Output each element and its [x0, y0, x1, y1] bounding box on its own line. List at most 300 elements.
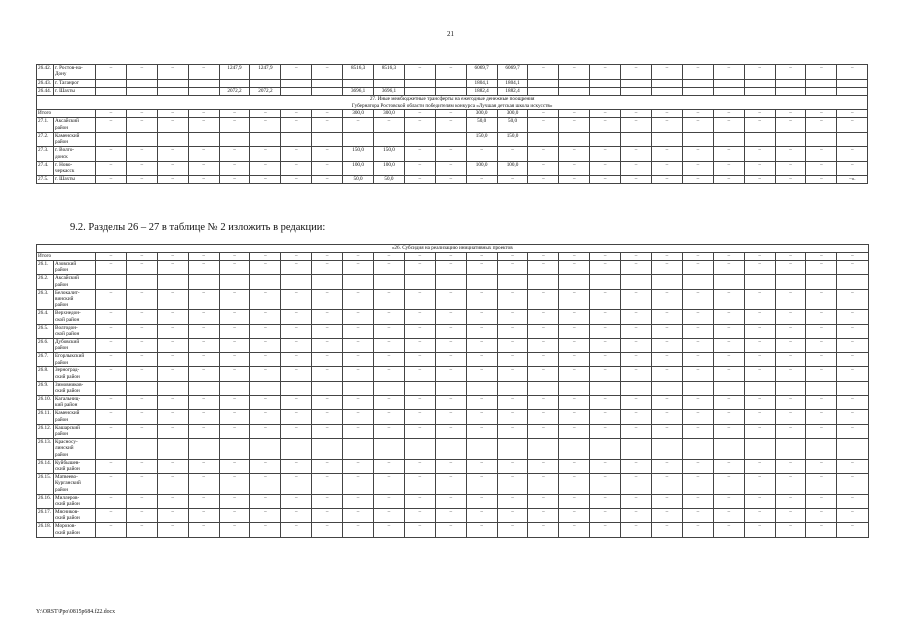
table-cell: – [806, 110, 837, 118]
table-cell: – [652, 161, 683, 176]
table-cell: – [157, 494, 188, 508]
table-row [37, 353, 869, 367]
table-cell: – [806, 523, 837, 537]
row-name: Морозов- ский район [54, 523, 96, 537]
table-cell: 6069,7 [466, 65, 497, 80]
table-cell [528, 275, 559, 289]
table-cell: – [528, 310, 559, 324]
table-cell [250, 80, 281, 88]
table-cell: – [404, 324, 435, 338]
table-cell: – [281, 523, 312, 537]
row-number: 26.15. [37, 473, 54, 494]
table-cell: – [312, 494, 343, 508]
table-cell: – [250, 459, 281, 473]
table-cell [157, 438, 188, 459]
row-name: Каменский район [54, 410, 96, 424]
table-cell: – [219, 353, 250, 367]
table-cell: – [528, 161, 559, 176]
table-cell: – [590, 118, 621, 133]
row-name: г. Ростов-на- Дону [54, 65, 96, 80]
table-cell [590, 132, 621, 147]
table-cell: – [744, 338, 775, 352]
table-cell: – [559, 459, 590, 473]
table-cell: – [343, 118, 374, 133]
table-cell: 300,0 [374, 110, 405, 118]
row-number: 26.14. [37, 459, 54, 473]
table-cell: – [312, 253, 343, 261]
table-cell [528, 438, 559, 459]
table-cell: – [744, 324, 775, 338]
table-cell: – [126, 161, 157, 176]
table-cell [250, 132, 281, 147]
table-cell [435, 80, 466, 88]
row-number: 27.4. [37, 161, 54, 176]
table-cell: – [497, 410, 528, 424]
table-cell [250, 275, 281, 289]
table-cell: – [312, 147, 343, 162]
table-cell [837, 80, 868, 88]
table-cell: – [343, 410, 374, 424]
table-cell: – [466, 338, 497, 352]
table-cell [404, 438, 435, 459]
table-cell: – [744, 353, 775, 367]
table-cell: – [250, 147, 281, 162]
row-number: 26.2. [37, 275, 54, 289]
budget-table-top [36, 64, 868, 184]
row-name: Егорлыкский район [54, 353, 96, 367]
row-number: 27.3. [37, 147, 54, 162]
table-cell: – [590, 176, 621, 184]
table-row [37, 289, 869, 310]
table-cell: – [126, 473, 157, 494]
row-number: 26.16. [37, 494, 54, 508]
table-cell: – [837, 367, 868, 381]
row-name: Верхнедон- ской район [54, 310, 96, 324]
table-cell: – [219, 424, 250, 438]
table-cell: – [312, 65, 343, 80]
table-cell: – [806, 494, 837, 508]
table-cell [713, 132, 744, 147]
table-cell [621, 438, 652, 459]
table-cell: 6069,7 [497, 65, 528, 80]
table-cell: – [219, 508, 250, 522]
table-cell: – [775, 410, 806, 424]
table-cell: – [682, 494, 713, 508]
table-cell: – [219, 338, 250, 352]
table-cell: – [775, 110, 806, 118]
row-number: 26.9. [37, 381, 54, 395]
table-cell: – [837, 253, 868, 261]
table-cell: 1804,1 [466, 80, 497, 88]
table-row [37, 410, 869, 424]
table-cell: – [806, 424, 837, 438]
table-cell: – [250, 424, 281, 438]
table-cell: 100,0 [466, 161, 497, 176]
row-name: Мясников- ский район [54, 508, 96, 522]
table-cell: – [188, 253, 219, 261]
table-cell: – [837, 118, 868, 133]
row-number: 26.1. [37, 261, 54, 275]
table-cell: – [528, 508, 559, 522]
table-cell: – [621, 473, 652, 494]
table-cell: – [652, 494, 683, 508]
table-cell: – [219, 410, 250, 424]
table-cell: 100,0 [497, 161, 528, 176]
table-cell: – [528, 424, 559, 438]
row-name: Каменский район [54, 132, 96, 147]
table-cell: – [96, 459, 127, 473]
table-cell: – [343, 338, 374, 352]
table-cell: – [435, 353, 466, 367]
table-cell [652, 438, 683, 459]
table-cell: 300,0 [497, 110, 528, 118]
table-cell [466, 438, 497, 459]
table-cell: – [806, 118, 837, 133]
table-cell: – [312, 459, 343, 473]
table-cell: 2072,2 [250, 88, 281, 96]
table-cell: – [281, 253, 312, 261]
table-cell: – [126, 110, 157, 118]
table-cell [188, 132, 219, 147]
table-cell [219, 275, 250, 289]
table-cell: – [682, 410, 713, 424]
table-cell: – [559, 508, 590, 522]
table-row [37, 65, 868, 80]
table-cell: – [374, 473, 405, 494]
row-name: Зерноград- ский район [54, 367, 96, 381]
row-name: г. Ново- черкасск [54, 161, 96, 176]
table-cell: – [281, 338, 312, 352]
table-cell: – [466, 289, 497, 310]
table-cell [312, 381, 343, 395]
table-cell: – [404, 523, 435, 537]
table-cell: – [528, 110, 559, 118]
table-cell [157, 132, 188, 147]
table-cell: 1882,4 [497, 88, 528, 96]
table-cell: – [219, 523, 250, 537]
table-row [37, 494, 869, 508]
table-cell [528, 381, 559, 395]
table-cell: – [837, 396, 868, 410]
table-cell: – [157, 396, 188, 410]
table-cell [96, 275, 127, 289]
table-cell [713, 275, 744, 289]
row-name: Волгодон- ской район [54, 324, 96, 338]
table-cell: – [374, 459, 405, 473]
table-cell: – [682, 424, 713, 438]
table-cell: – [590, 523, 621, 537]
table-cell: – [281, 494, 312, 508]
table-cell: – [744, 410, 775, 424]
table-cell [590, 275, 621, 289]
table-cell: – [126, 261, 157, 275]
table-cell [652, 381, 683, 395]
table-cell: – [343, 523, 374, 537]
table-cell: – [281, 396, 312, 410]
row-number: 26.17. [37, 508, 54, 522]
table-cell: – [713, 523, 744, 537]
table-row [37, 508, 869, 522]
table-cell [682, 438, 713, 459]
table-cell: – [775, 324, 806, 338]
table-cell: – [744, 147, 775, 162]
table-cell: – [466, 310, 497, 324]
table-cell [806, 438, 837, 459]
table-cell: – [497, 473, 528, 494]
table-cell: – [281, 508, 312, 522]
table-cell: – [682, 310, 713, 324]
table-cell [621, 132, 652, 147]
table-cell: – [281, 324, 312, 338]
table-cell: – [96, 176, 127, 184]
table-cell [775, 275, 806, 289]
table-cell [435, 381, 466, 395]
table-cell: – [126, 65, 157, 80]
table-cell: – [466, 424, 497, 438]
table-cell [837, 132, 868, 147]
table-cell: 3696,1 [374, 88, 405, 96]
table-cell: – [250, 508, 281, 522]
table-cell: – [744, 459, 775, 473]
table-cell [775, 381, 806, 395]
table-cell: 1882,4 [466, 88, 497, 96]
total-row [37, 110, 868, 118]
table-cell: – [528, 367, 559, 381]
table-cell: – [404, 508, 435, 522]
row-name: Матвеево- Курганский район [54, 473, 96, 494]
table-cell: – [775, 353, 806, 367]
table-cell: – [250, 176, 281, 184]
table-cell: – [157, 147, 188, 162]
table-cell: – [343, 289, 374, 310]
table-cell: – [281, 161, 312, 176]
table-cell: – [713, 161, 744, 176]
table-cell [96, 381, 127, 395]
table-cell: – [96, 261, 127, 275]
table-cell: – [621, 494, 652, 508]
table-cell: – [652, 353, 683, 367]
table-cell: – [188, 176, 219, 184]
table-cell [343, 80, 374, 88]
table-cell [126, 275, 157, 289]
section-title-row [37, 96, 868, 110]
table-cell: – [96, 396, 127, 410]
table-cell [682, 80, 713, 88]
table-cell: 1247,9 [250, 65, 281, 80]
table-cell: – [96, 338, 127, 352]
table-cell [682, 381, 713, 395]
table-cell: – [837, 523, 868, 537]
table-row [37, 80, 868, 88]
table-cell: – [652, 118, 683, 133]
table-cell: – [559, 65, 590, 80]
table-cell: – [343, 310, 374, 324]
table-cell [96, 80, 127, 88]
table-cell: – [250, 338, 281, 352]
table-cell: – [435, 459, 466, 473]
table-cell: – [466, 353, 497, 367]
table-cell: – [559, 473, 590, 494]
table-cell: – [435, 367, 466, 381]
table-cell [219, 132, 250, 147]
table-cell: – [621, 176, 652, 184]
table-cell: – [374, 310, 405, 324]
table-cell: – [188, 396, 219, 410]
table-cell: – [682, 459, 713, 473]
table-cell [652, 132, 683, 147]
table-cell: – [404, 459, 435, 473]
table-cell: – [281, 410, 312, 424]
table-cell: – [250, 289, 281, 310]
table-cell: – [312, 176, 343, 184]
table-cell [806, 275, 837, 289]
table-cell [404, 132, 435, 147]
table-cell: – [497, 523, 528, 537]
table-cell: – [497, 310, 528, 324]
table-cell [559, 132, 590, 147]
table-cell: – [466, 261, 497, 275]
table-cell [559, 80, 590, 88]
table-cell: – [621, 508, 652, 522]
table-cell [744, 88, 775, 96]
table-cell: –». [837, 176, 868, 184]
table-cell: – [219, 310, 250, 324]
table-cell: – [126, 459, 157, 473]
table-cell [157, 88, 188, 96]
table-cell: – [837, 424, 868, 438]
table-cell: – [682, 396, 713, 410]
table-cell [188, 275, 219, 289]
table-cell: – [96, 65, 127, 80]
table-cell [713, 80, 744, 88]
table-cell: – [682, 65, 713, 80]
table-cell: – [157, 253, 188, 261]
table-cell: 150,0 [497, 132, 528, 147]
table-cell: – [126, 289, 157, 310]
table-cell: – [682, 289, 713, 310]
table-cell [652, 88, 683, 96]
table-cell: – [374, 367, 405, 381]
table-cell [744, 381, 775, 395]
table-cell: – [343, 396, 374, 410]
table-cell: – [590, 424, 621, 438]
table-cell: – [404, 396, 435, 410]
table-cell: – [837, 494, 868, 508]
table-cell: – [250, 310, 281, 324]
table-cell: – [775, 261, 806, 275]
table-cell [744, 438, 775, 459]
table-row [37, 523, 869, 537]
table-cell: – [497, 324, 528, 338]
table-cell: – [528, 353, 559, 367]
table-cell: – [713, 110, 744, 118]
table-row [37, 381, 869, 395]
table-cell: – [559, 367, 590, 381]
table-cell: – [157, 367, 188, 381]
total-label: Итого [37, 110, 96, 118]
table-cell: – [126, 324, 157, 338]
table-cell: – [281, 110, 312, 118]
table-row [37, 261, 869, 275]
table-cell [713, 88, 744, 96]
row-name: г. Шахты [54, 176, 96, 184]
table-cell [250, 381, 281, 395]
table-cell: – [312, 424, 343, 438]
table-cell: – [806, 459, 837, 473]
table-cell: 8516,3 [374, 65, 405, 80]
row-name: Белокалит- винский район [54, 289, 96, 310]
table-cell: – [652, 367, 683, 381]
table-cell [219, 381, 250, 395]
table-cell [713, 438, 744, 459]
table-cell: – [96, 310, 127, 324]
table-cell: – [590, 110, 621, 118]
table-cell: – [621, 338, 652, 352]
row-number: 26.5. [37, 324, 54, 338]
table-cell [559, 88, 590, 96]
table-cell: – [281, 367, 312, 381]
table-cell: – [713, 367, 744, 381]
table-cell: – [435, 508, 466, 522]
table-cell: – [744, 396, 775, 410]
table-cell [281, 132, 312, 147]
table-cell: 100,0 [343, 161, 374, 176]
table-cell [157, 381, 188, 395]
table-cell: – [497, 508, 528, 522]
table-cell: – [528, 473, 559, 494]
table-cell: – [806, 324, 837, 338]
table-cell: – [590, 253, 621, 261]
table-cell: – [713, 473, 744, 494]
table-cell: – [188, 324, 219, 338]
table-cell [775, 80, 806, 88]
table-cell: – [188, 310, 219, 324]
table-cell: – [528, 324, 559, 338]
table-cell: – [652, 324, 683, 338]
table-cell: – [219, 367, 250, 381]
table-cell: – [497, 147, 528, 162]
table-cell: – [126, 367, 157, 381]
table-row [37, 88, 868, 96]
table-cell [374, 275, 405, 289]
table-cell: – [312, 289, 343, 310]
table-cell: – [435, 410, 466, 424]
table-cell [126, 88, 157, 96]
table-cell: – [281, 176, 312, 184]
table-cell: – [435, 253, 466, 261]
total-row [37, 253, 869, 261]
table-cell: – [713, 147, 744, 162]
table-cell [559, 275, 590, 289]
table-cell: – [435, 523, 466, 537]
row-number: 26.12. [37, 424, 54, 438]
table-cell: – [559, 289, 590, 310]
table-cell: – [590, 508, 621, 522]
table-cell: – [126, 353, 157, 367]
table-cell [590, 438, 621, 459]
table-cell: – [404, 410, 435, 424]
table-cell: – [96, 161, 127, 176]
table-cell: – [682, 523, 713, 537]
table-cell: – [157, 110, 188, 118]
table-cell: – [559, 118, 590, 133]
table-cell: – [744, 176, 775, 184]
table-cell: – [219, 147, 250, 162]
table-cell: – [404, 494, 435, 508]
table-cell: – [404, 367, 435, 381]
table-cell: – [775, 118, 806, 133]
table-cell [590, 381, 621, 395]
